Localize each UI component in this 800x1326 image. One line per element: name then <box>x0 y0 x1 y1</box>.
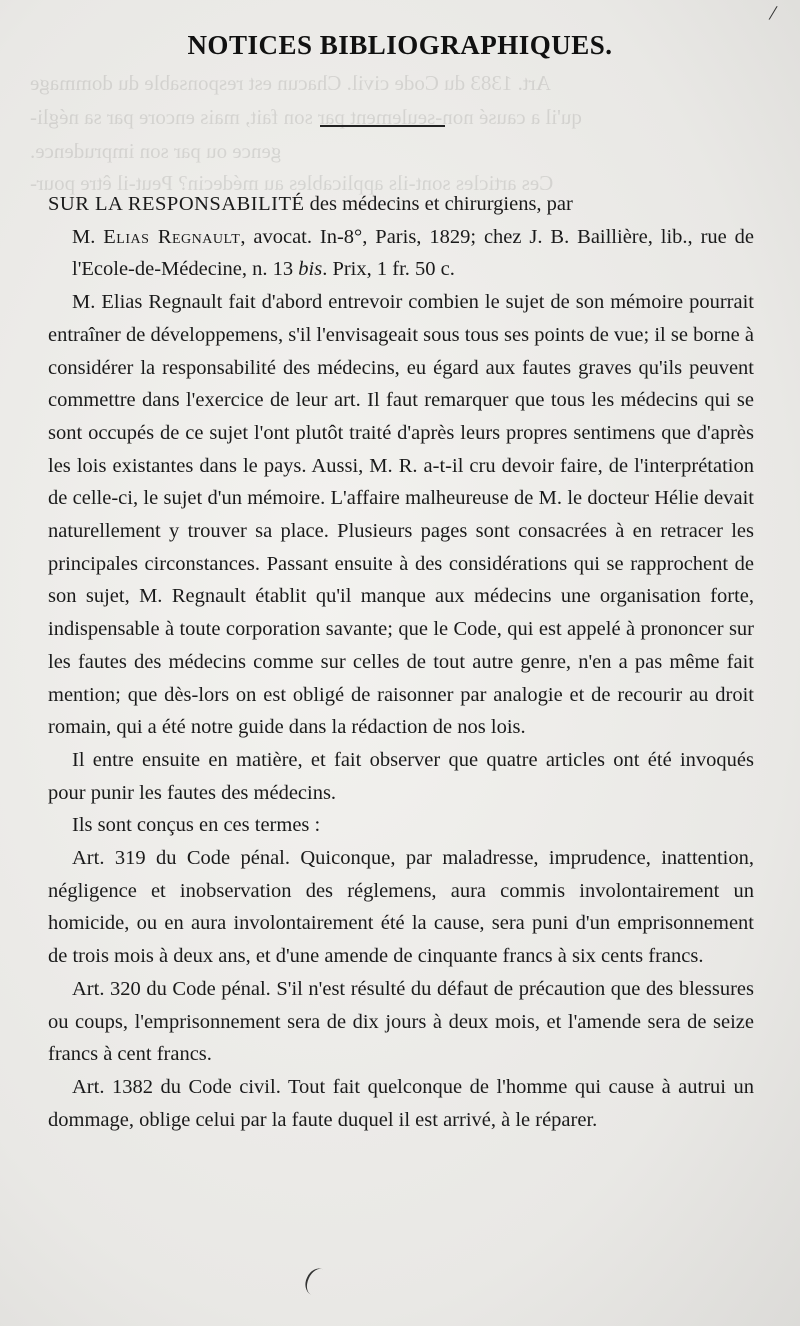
entry-title-rest: des médecins et chirurgiens, par <box>304 193 573 215</box>
details-b: . Prix, 1 fr. 50 c. <box>322 258 455 281</box>
paragraph: Art. 1382 du Code civil. Tout fait quelconque de l'homme qui cause à autrui un dommage, oblige celui par la faute duquel il est arrivé, à le réparer. <box>48 1075 754 1131</box>
entry-title-caps: SUR LA RESPONSABILITÉ <box>48 193 305 215</box>
details-a: , avocat. In-8°, Paris, 1829; chez J. B. Baillière, lib., rue de l'Ecole-de-Médecine, n. 13 <box>72 225 755 281</box>
heading-rule <box>320 125 445 127</box>
bleed-line: Art. 1383 du Code civil. Chacun est responsable du dommage <box>30 71 551 95</box>
details-bis: bis <box>298 258 323 281</box>
ink-mark <box>301 1265 333 1300</box>
corner-mark: / <box>767 0 779 26</box>
paragraph: M. Elias Regnault fait d'abord entrevoir combien le sujet de son mémoire pourrait entraîner de développemens, s'il l'envisageait sous tous ses points de vue; il se borne à considérer la responsabilité des médecins, eu égard aux fautes graves qu'ils peuvent commettre dans l'exercice de leur art. Il faut remarquer que tous les médecins qui se sont occupés de ce sujet l'ont plutôt traité d'après leurs propres sentimens que d'après les lois existantes dans le pays. Aussi, M. R. a-t-il cru devoir faire, de l'interprétation de celle-ci, le sujet d'un mémoire. L'affaire malheureuse de M. le docteur Hélie devait naturellement y trouver sa place. Plusieurs pages sont consacrées à en retracer les principales circonstances. Passant ensuite à des considérations qui se rapprochent de son sujet, M. Regnault établit qu'il manque aux médecins une organisation forte, indispensable à toute corporation savante; que le Code, qui est appelé à prononcer sur les fautes des médecins comme sur celles de tout autre genre, n'en a pas même fait mention; que dès-lors on est obligé de raisonner par analogie et de recourir au droit romain, qui a été notre guide dans la rédaction de nos lois. <box>48 291 754 739</box>
bleed-line: qu'il a causé non-seulement par son fait, mais encore par sa négli- <box>30 105 582 129</box>
bleed-line: Ces articles sont-ils applicables au médecin? Peut-il être pour- <box>30 171 554 195</box>
paragraph: Art. 320 du Code pénal. S'il n'est résulté du défaut de précaution que des blessures ou coups, l'emprisonnement sera de dix jours à deux mois, et l'amende sera de seize francs à cent francs. <box>48 977 754 1066</box>
paragraph: Art. 319 du Code pénal. Quiconque, par maladresse, imprudence, inattention, négligence et inobservation des réglemens, aura commis involontairement un homicide, ou en aura involontairement été la cause, sera puni d'un emprisonnement de trois mois à deux ans, et d'une amende de cinquante francs à six cents francs. <box>48 847 754 968</box>
author-prefix: M. <box>72 225 104 248</box>
page-heading: NOTICES BIBLIOGRAPHIQUES. <box>187 30 613 60</box>
entry-title <box>48 188 754 286</box>
body-text <box>48 188 754 1136</box>
entry-details <box>48 221 754 286</box>
paragraph: Il entre ensuite en matière, et fait observer que quatre articles ont été invoqués pour punir les fautes des médecins. <box>48 748 754 804</box>
paragraph: Ils sont conçus en ces termes : <box>72 814 321 837</box>
bleed-line: gence ou par son imprudence. <box>30 139 282 163</box>
author-name: Elias Regnault <box>103 225 241 248</box>
